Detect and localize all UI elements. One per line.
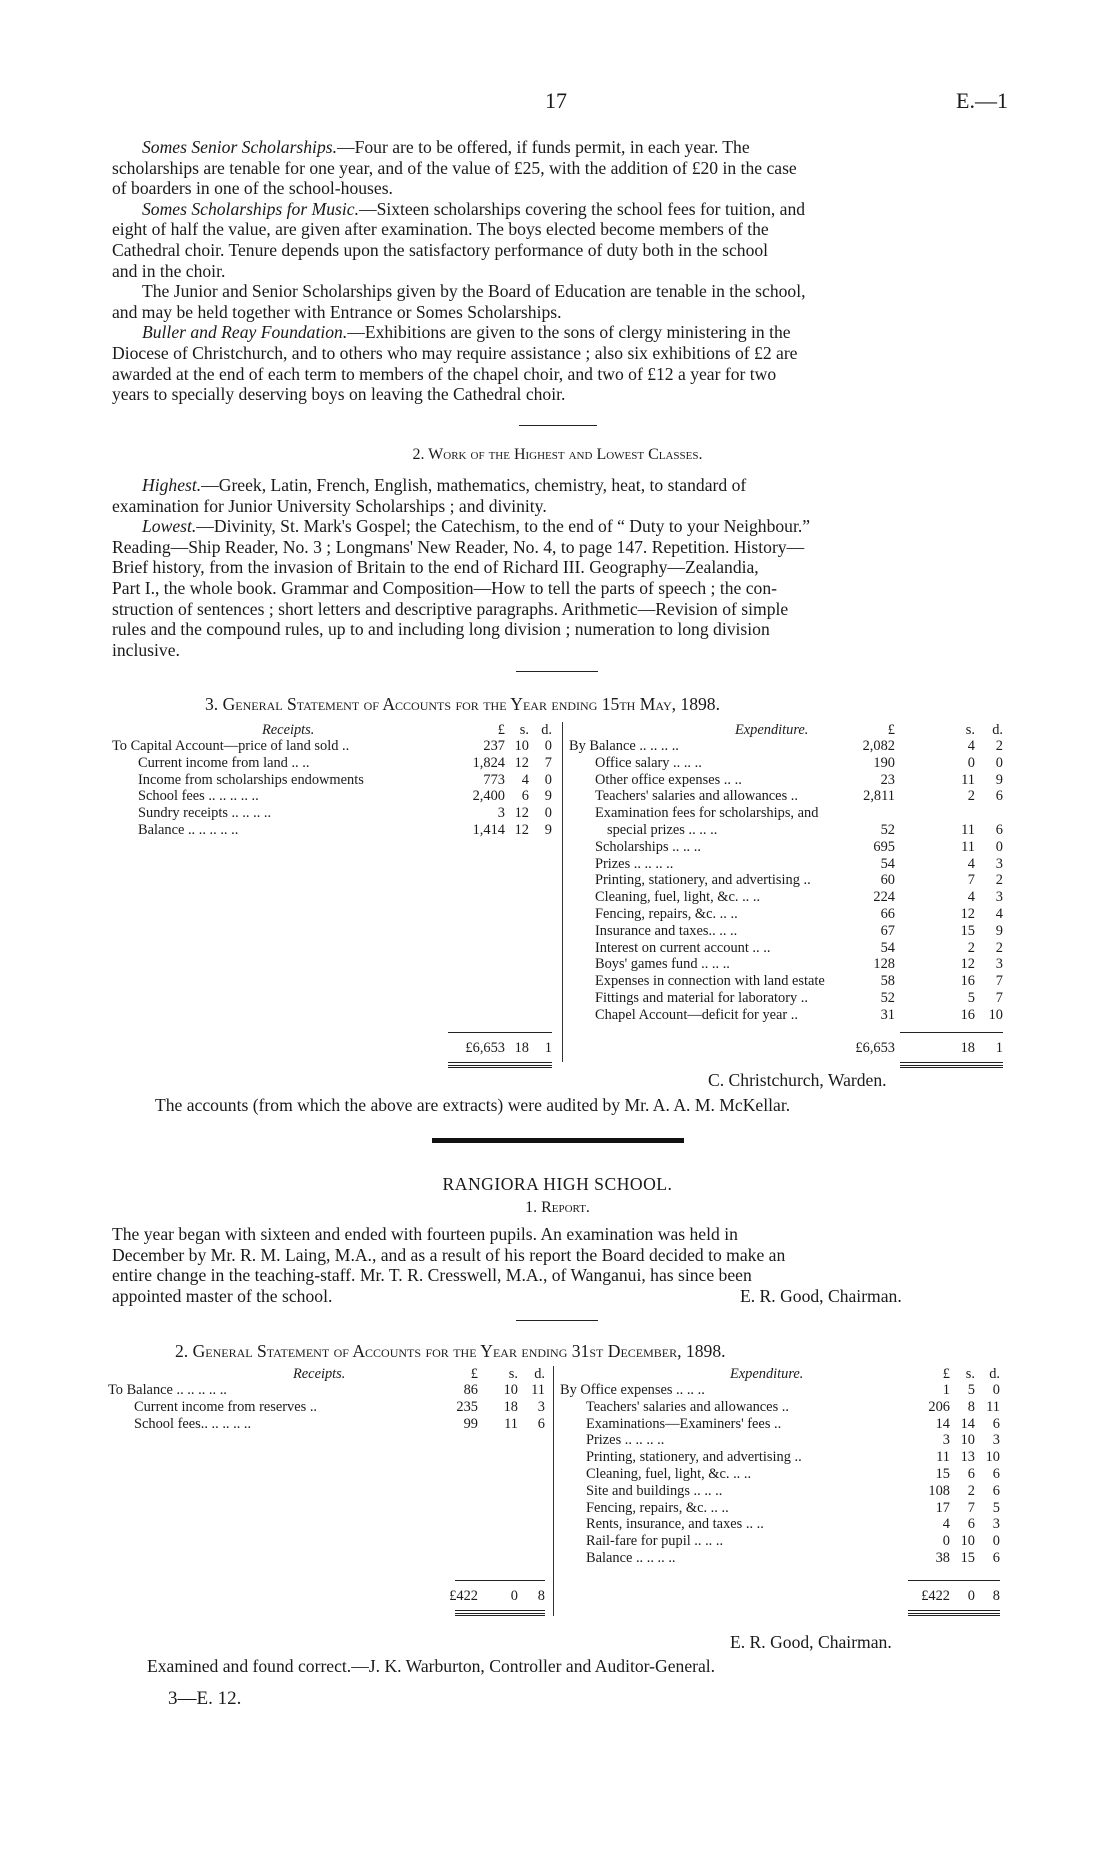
expenditure-pence: 3 [995, 889, 1003, 906]
expenditure-label: Cleaning, fuel, light, &c. .. .. [586, 1466, 752, 1482]
text-line: scholarships are tenable for one year, and of the value of £25, with the addition of £20 in the case [112, 157, 797, 178]
receipts-total-pence: 1 [544, 1040, 552, 1056]
receipts-total-pounds: £6,653 [465, 1040, 505, 1056]
text-line: Brief history, from the invasion of Britain to the end of Richard III. Geography—Zealandia, [112, 557, 759, 578]
receipt-pounds: 2,400 [472, 788, 505, 805]
text-line: awarded at the end of each term to members of the chapel choir, and two of £12 a year for two [112, 363, 777, 384]
expenditure-label: Printing, stationery, and advertising .. [586, 1449, 802, 1466]
text-line: —Greek, Latin, French, English, mathematics, chemistry, heat, to standard of [201, 475, 747, 495]
section-divider [519, 425, 597, 426]
expenditure-label: Boys' games fund .. .. .. [595, 956, 730, 973]
expenditure-label: Office salary .. .. .. [595, 754, 702, 771]
lowest-title: Lowest. [142, 516, 197, 537]
expenditure-pounds: 60 [880, 872, 895, 889]
expenditure-label: Teachers' salaries and allowances .. [595, 788, 798, 805]
text-line: and in the choir. [112, 260, 226, 281]
expenditure-pence: 6 [992, 1466, 1000, 1482]
expenditure-shillings: 4 [967, 738, 975, 754]
expenditure-shillings: 7 [967, 1499, 975, 1516]
expenditure-pounds: 190 [873, 754, 895, 771]
receipts-total-shillings: 0 [510, 1588, 518, 1604]
expenditure-label: Chapel Account—deficit for year .. [595, 1006, 798, 1023]
text-line: inclusive. [112, 639, 180, 660]
expenditure-pence: 3 [995, 956, 1003, 973]
expenditure-col-header: s. [965, 1366, 975, 1382]
expenditure-pence: 7 [995, 973, 1003, 990]
expenditure-label: Expenditure. [735, 722, 809, 738]
section-divider [432, 1138, 684, 1143]
expenditure-pence: 6 [995, 788, 1003, 805]
somes-senior-title: Somes Senior Scholarships. [142, 137, 337, 157]
receipt-pence: 9 [544, 788, 552, 805]
receipts-col-header: d. [534, 1366, 545, 1382]
receipt-label: Balance .. .. .. .. .. [138, 822, 239, 838]
text-line: Part I., the whole book. Grammar and Composition—How to tell the parts of speech ; the con- [112, 577, 777, 598]
classes-section [112, 475, 1003, 660]
highest-title: Highest. [142, 475, 202, 495]
expenditure-shillings: 12 [960, 906, 975, 922]
expenditure-pence: 6 [992, 1550, 1000, 1566]
expenditure-shillings: 4 [967, 889, 975, 906]
text-line: —Exhibitions are given to the sons of clergy ministering in the [347, 322, 791, 343]
document-reference: E.—1 [956, 88, 1008, 113]
buller-reay-title: Buller and Reay Foundation. [142, 322, 348, 343]
expenditure-shillings: 7 [967, 872, 975, 889]
expenditure-shillings: 11 [961, 771, 975, 788]
expenditure-label: Prizes .. .. .. .. [595, 855, 674, 872]
expenditure-total-underline [908, 1610, 1000, 1616]
expenditure-shillings: 16 [960, 973, 975, 990]
expenditure-total-rule [900, 1032, 1003, 1033]
expenditure-pounds: 11 [936, 1449, 950, 1466]
receipt-pounds: 3 [497, 805, 505, 822]
expenditure-label: Rents, insurance, and taxes .. .. [586, 1516, 764, 1533]
text-line: Reading—Ship Reader, No. 3 ; Longmans' New Reader, No. 4, to page 147. Repetition. History— [112, 536, 805, 557]
expenditure-total-rule [908, 1580, 1000, 1581]
receipt-label: To Balance .. .. .. .. .. [108, 1382, 227, 1398]
expenditure-label: Fencing, repairs, &c. .. .. [586, 1499, 729, 1516]
expenditure-shillings: 5 [967, 1382, 975, 1398]
expenditure-label: Printing, stationery, and advertising .. [595, 872, 811, 889]
expenditure-pounds: 38 [935, 1550, 950, 1566]
receipts-total-shillings: 18 [514, 1040, 529, 1056]
expenditure-pounds: 66 [880, 906, 895, 922]
expenditure-label: Site and buildings .. .. .. [586, 1482, 723, 1499]
expenditure-pounds: 0 [942, 1533, 950, 1550]
text-line: December by Mr. R. M. Laing, M.A., and as a result of his report the Board decided to make an [112, 1244, 786, 1265]
expenditure-label: Scholarships .. .. .. [595, 838, 701, 855]
receipt-pence: 11 [531, 1382, 545, 1398]
receipt-pence: 0 [544, 805, 552, 822]
footer-reference: 3—E. 12. [168, 1688, 242, 1709]
expenditure-label: Other office expenses .. .. [595, 771, 742, 788]
rangiora-title: RANGIORA HIGH SCHOOL. [442, 1174, 673, 1194]
expenditure-label: special prizes .. .. .. [607, 822, 718, 838]
accounts2-heading: 2. General Statement of Accounts for the Year ending 31st December, 1898. [175, 1341, 726, 1361]
receipts-total-rule [448, 1032, 552, 1033]
receipts-label: Receipts. [293, 1366, 346, 1382]
expenditure-pounds: 15 [935, 1466, 950, 1482]
expenditure-pence: 0 [995, 754, 1003, 771]
expenditure-label: Rail-fare for pupil .. .. .. [586, 1533, 724, 1550]
text-line: entire change in the teaching-staff. Mr. T. R. Cresswell, M.A., of Wanganui, has since been [112, 1265, 752, 1286]
accounts2-signature: E. R. Good, Chairman. [730, 1632, 892, 1652]
text-line: Diocese of Christchurch, and to others who may require assistance ; also six exhibitions of £2 are [112, 342, 798, 363]
receipts-col-header: s. [508, 1366, 518, 1382]
receipt-shillings: 12 [514, 805, 529, 822]
expenditure-label: Cleaning, fuel, light, &c. .. .. [595, 889, 761, 906]
text-line: and may be held together with Entrance or Somes Scholarships. [112, 301, 562, 322]
text-line: rules and the compound rules, up to and including long division ; numeration to long division [112, 619, 770, 640]
expenditure-pounds: 67 [880, 922, 895, 939]
expenditure-pence: 0 [995, 838, 1003, 855]
classes-heading: 2. Work of the Highest and Lowest Classes. [412, 446, 703, 463]
expenditure-col-header: d. [992, 722, 1003, 738]
expenditure-pounds: 206 [928, 1398, 950, 1415]
expenditure-shillings: 12 [960, 956, 975, 973]
expenditure-total-shillings: 0 [967, 1588, 975, 1604]
expenditure-pounds: 14 [935, 1415, 950, 1432]
receipts-total-rule [455, 1580, 545, 1581]
receipt-pence: 6 [537, 1415, 545, 1432]
expenditure-shillings: 15 [960, 922, 975, 939]
receipt-shillings: 10 [503, 1382, 518, 1398]
receipts-total-underline [455, 1610, 545, 1616]
expenditure-pence: 6 [992, 1482, 1000, 1499]
expenditure-pence: 3 [995, 855, 1003, 872]
expenditure-label: Expenses in connection with land estate [595, 973, 825, 990]
text-line: —Sixteen scholarships covering the school fees for tuition, and [358, 198, 806, 219]
somes-senior-paragraph [112, 137, 1003, 158]
expenditure-label: Fencing, repairs, &c. .. .. [595, 906, 738, 922]
expenditure-shillings: 2 [967, 788, 975, 805]
receipt-label: School fees.. .. .. .. .. [134, 1415, 252, 1432]
receipt-shillings: 11 [504, 1415, 518, 1432]
expenditure-pence: 9 [995, 922, 1003, 939]
expenditure-pence: 2 [995, 872, 1003, 889]
expenditure-shillings: 0 [967, 754, 975, 771]
expenditure-shillings: 11 [961, 822, 975, 838]
expenditure-label: Insurance and taxes.. .. .. [595, 922, 738, 939]
receipt-shillings: 6 [521, 788, 529, 805]
expenditure-pence: 3 [992, 1516, 1000, 1533]
expenditure-total-pence: 8 [992, 1588, 1000, 1604]
receipt-label: Income from scholarships endowments [138, 771, 364, 788]
expenditure-shillings: 13 [960, 1449, 975, 1466]
expenditure-pounds: 52 [880, 990, 895, 1006]
receipt-pence: 0 [544, 738, 552, 754]
receipts-total-underline [448, 1062, 552, 1068]
expenditure-pence: 0 [992, 1382, 1000, 1398]
highest-paragraph [112, 475, 1003, 496]
expenditure-total-pounds: £6,653 [855, 1040, 895, 1056]
expenditure-pence: 10 [988, 1006, 1003, 1023]
expenditure-label: Examinations—Examiners' fees .. [586, 1415, 782, 1432]
text-line: of boarders in one of the school-houses. [112, 178, 393, 199]
expenditure-label: Balance .. .. .. .. [586, 1550, 676, 1566]
accounts2-examined-note: Examined and found correct.—J. K. Warburton, Controller and Auditor-General. [147, 1656, 716, 1676]
receipt-pence: 9 [544, 822, 552, 838]
receipt-shillings: 12 [514, 754, 529, 771]
text-line: eight of half the value, are given after examination. The boys elected become members of the [112, 219, 769, 240]
text-line: The year began with sixteen and ended with fourteen pupils. An examination was held in [112, 1224, 738, 1244]
expenditure-pounds: 52 [880, 822, 895, 838]
receipt-pence: 3 [537, 1398, 545, 1415]
expenditure-label: Examination fees for scholarships, and [595, 805, 819, 822]
expenditure-pounds: 54 [880, 855, 895, 872]
receipt-pounds: 99 [463, 1415, 478, 1432]
receipts-label: Receipts. [262, 722, 315, 738]
expenditure-pence: 9 [995, 771, 1003, 788]
expenditure-label: Interest on current account .. .. [595, 939, 771, 956]
expenditure-label: Teachers' salaries and allowances .. [586, 1398, 789, 1415]
lowest-paragraph [112, 516, 1003, 537]
receipt-label: School fees .. .. .. .. .. [138, 788, 259, 805]
expenditure-col-header: £ [942, 1366, 950, 1382]
expenditure-shillings: 10 [960, 1533, 975, 1550]
expenditure-col-header: s. [965, 722, 975, 738]
text-line: struction of sentences ; short letters and descriptive paragraphs. Arithmetic—Revision of simple [112, 598, 789, 619]
expenditure-shillings: 11 [961, 838, 975, 855]
receipt-shillings: 18 [503, 1398, 518, 1415]
expenditure-pounds: 1 [942, 1382, 950, 1398]
expenditure-shillings: 6 [967, 1466, 975, 1482]
receipts-col-header: d. [541, 722, 552, 738]
expenditure-pence: 7 [995, 990, 1003, 1006]
expenditure-pence: 6 [992, 1415, 1000, 1432]
buller-reay-paragraph [112, 322, 1003, 343]
expenditure-label: Prizes .. .. .. .. [586, 1432, 665, 1449]
expenditure-pence: 4 [995, 906, 1003, 922]
expenditure-total-pounds: £422 [921, 1588, 950, 1604]
expenditure-shillings: 14 [960, 1415, 975, 1432]
expenditure-pounds: 4 [942, 1516, 950, 1533]
receipt-pence: 0 [544, 771, 552, 788]
rangiora-report-signature: E. R. Good, Chairman. [740, 1285, 902, 1306]
receipts-col-header: £ [497, 722, 505, 738]
expenditure-col-header: d. [989, 1366, 1000, 1382]
accounts1-signature: C. Christchurch, Warden. [708, 1070, 887, 1090]
receipt-shillings: 4 [521, 771, 529, 788]
receipts-total-pounds: £422 [449, 1588, 478, 1604]
accounts1-audit-note: The accounts (from which the above are extracts) were audited by Mr. A. A. M. McKellar. [155, 1095, 791, 1115]
receipt-label: Sundry receipts .. .. .. .. [138, 805, 272, 822]
receipt-label: Current income from reserves .. [134, 1398, 318, 1415]
expenditure-pence: 10 [985, 1449, 1000, 1466]
text-line: years to specially deserving boys on leaving the Cathedral choir. [112, 384, 566, 405]
expenditure-pounds: 54 [880, 939, 895, 956]
expenditure-shillings: 5 [967, 990, 975, 1006]
expenditure-pounds: 224 [873, 889, 895, 906]
expenditure-pence: 11 [986, 1398, 1000, 1415]
expenditure-pence: 2 [995, 939, 1003, 956]
expenditure-shillings: 8 [967, 1398, 975, 1415]
somes-music-title: Somes Scholarships for Music. [142, 198, 359, 219]
text-line: examination for Junior University Scholarships ; and divinity. [112, 495, 547, 516]
expenditure-pence: 5 [992, 1499, 1000, 1516]
receipt-shillings: 10 [514, 738, 529, 754]
expenditure-label: Fittings and material for laboratory .. [595, 990, 809, 1006]
receipts-col-header: s. [519, 722, 529, 738]
accounts1-heading: 3. General Statement of Accounts for the Year ending 15th May, 1898. [205, 694, 721, 714]
receipt-pounds: 773 [483, 771, 505, 788]
expenditure-label: Expenditure. [730, 1366, 804, 1382]
receipts-col-header: £ [470, 1366, 478, 1382]
receipt-pounds: 237 [483, 738, 505, 754]
expenditure-pounds: 2,811 [863, 788, 895, 805]
expenditure-label: By Balance .. .. .. .. [569, 738, 679, 754]
expenditure-shillings: 15 [960, 1550, 975, 1566]
receipt-pounds: 235 [456, 1398, 478, 1415]
expenditure-pounds: 2,082 [862, 738, 895, 754]
expenditure-shillings: 2 [967, 1482, 975, 1499]
page-number: 17 [545, 88, 567, 113]
expenditure-pounds: 58 [880, 973, 895, 990]
expenditure-shillings: 6 [967, 1516, 975, 1533]
expenditure-total-pence: 1 [995, 1040, 1003, 1056]
expenditure-pounds: 695 [873, 838, 895, 855]
receipts-total-pence: 8 [537, 1588, 545, 1604]
receipt-pounds: 86 [463, 1382, 478, 1398]
expenditure-pounds: 17 [935, 1499, 950, 1516]
expenditure-shillings: 10 [960, 1432, 975, 1449]
expenditure-pounds: 23 [880, 771, 895, 788]
text-line: The Junior and Senior Scholarships given by the Board of Education are tenable in the school, [142, 281, 806, 302]
expenditure-pence: 6 [995, 822, 1003, 838]
expenditure-shillings: 16 [960, 1006, 975, 1023]
expenditure-pounds: 108 [928, 1482, 950, 1499]
expenditure-label: By Office expenses .. .. .. [560, 1382, 705, 1398]
expenditure-shillings: 4 [967, 855, 975, 872]
receipt-pounds: 1,414 [472, 822, 505, 838]
section-divider [516, 1320, 598, 1321]
expenditure-total-shillings: 18 [960, 1040, 975, 1056]
report-last-line [112, 1286, 1003, 1307]
expenditure-pounds: 31 [880, 1006, 895, 1023]
receipt-label: To Capital Account—price of land sold .. [112, 738, 350, 754]
receipt-label: Current income from land .. .. [138, 754, 310, 771]
table-divider [553, 1366, 554, 1616]
expenditure-shillings: 2 [967, 939, 975, 956]
expenditure-total-underline [900, 1062, 1003, 1068]
expenditure-col-header: £ [887, 722, 895, 738]
text-line: appointed master of the school. [112, 1285, 333, 1306]
expenditure-pence: 3 [992, 1432, 1000, 1449]
text-line: —Divinity, St. Mark's Gospel; the Catechism, to the end of “ Duty to your Neighbour.” [196, 516, 811, 537]
table-divider [562, 722, 563, 1062]
expenditure-pounds: 128 [873, 956, 895, 973]
text-line: —Four are to be offered, if funds permit, in each year. The [337, 137, 750, 157]
receipt-pounds: 1,824 [472, 754, 505, 771]
somes-music-paragraph [112, 199, 1003, 220]
scholarships-section [112, 137, 1003, 405]
expenditure-pounds: 3 [942, 1432, 950, 1449]
expenditure-pence: 0 [992, 1533, 1000, 1550]
text-line: Cathedral choir. Tenure depends upon the satisfactory performance of duty both in the school [112, 239, 769, 260]
section-divider [516, 671, 598, 672]
expenditure-pence: 2 [995, 738, 1003, 754]
receipt-shillings: 12 [514, 822, 529, 838]
receipt-pence: 7 [544, 754, 552, 771]
rangiora-report-heading: 1. Report. [525, 1199, 590, 1216]
rangiora-report [112, 1224, 1003, 1306]
